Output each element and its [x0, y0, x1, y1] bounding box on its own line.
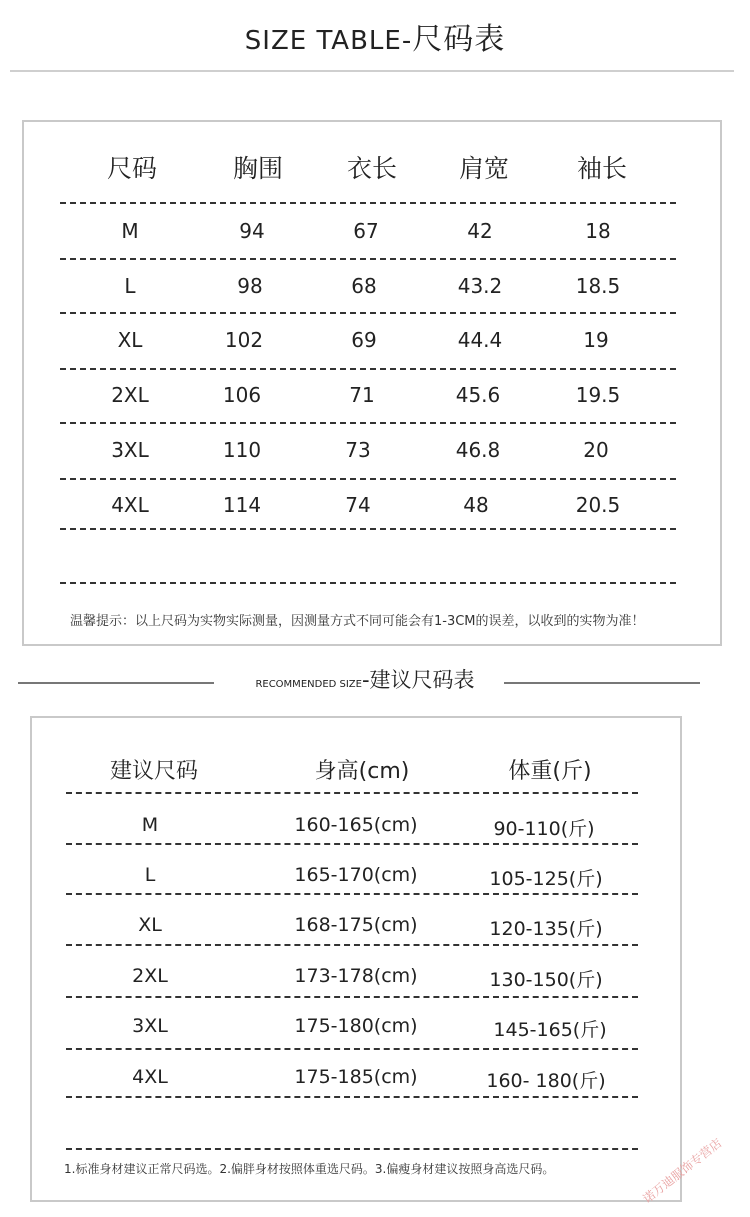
cell: 3XL: [132, 1015, 168, 1037]
cell: 20: [583, 438, 609, 462]
page-title-cn: 尺码表: [412, 22, 506, 57]
recommended-table: [30, 716, 682, 1202]
cell: 71: [349, 383, 375, 407]
cell: L: [124, 274, 136, 298]
row-divider: [66, 944, 638, 946]
title-divider: [10, 70, 734, 72]
row-divider: [66, 996, 638, 998]
page-title-en: SIZE TABLE-: [244, 26, 413, 56]
row-divider: [66, 893, 638, 895]
cell: 145-165(斤): [493, 1019, 607, 1041]
header-recommended-size: 建议尺码: [109, 759, 199, 784]
cell: 46.8: [455, 438, 501, 462]
cell: 73: [345, 438, 371, 462]
cell: 110: [222, 438, 262, 462]
cell: 168-175(cm): [294, 914, 418, 936]
shop-watermark: 诺万迪服饰专营店: [640, 1135, 725, 1206]
cell: 175-180(cm): [294, 1015, 418, 1037]
header-size: 尺码: [106, 154, 158, 183]
table-row: [32, 953, 680, 1001]
cell: 19.5: [575, 383, 621, 407]
cell: 130-150(斤): [489, 969, 603, 991]
header-sleeve: 袖长: [576, 154, 628, 183]
cell: 4XL: [132, 1066, 168, 1088]
row-divider: [60, 582, 676, 584]
cell: 44.4: [457, 328, 503, 352]
cell: 19: [583, 328, 609, 352]
recommended-title: [0, 664, 730, 694]
row-divider: [66, 1096, 638, 1098]
cell: 74: [345, 493, 371, 517]
cell: 67: [353, 219, 379, 243]
cell: M: [121, 219, 139, 243]
table-row: [24, 478, 720, 532]
table-row: [32, 1003, 680, 1051]
measurement-note: 温馨提示：以上尺码为实物实际测量，因测量方式不同可能会有1-3CM的误差，以收到的实物为准！: [70, 614, 645, 629]
cell: 45.6: [455, 383, 501, 407]
cell: 69: [351, 328, 377, 352]
recommended-title-en: RECOMMENDED SIZE: [255, 679, 362, 690]
table-row: [32, 1054, 680, 1102]
cell: 4XL: [111, 493, 149, 517]
row-divider: [60, 528, 676, 530]
cell: 160- 180(斤): [486, 1070, 606, 1092]
cell: 98: [237, 274, 263, 298]
cell: 120-135(斤): [489, 918, 603, 940]
recommendation-note: 1.标准身材建议正常尺码选。2.偏胖身材按照体重选尺码。3.偏瘦身材建议按照身高选尺码。: [64, 1162, 555, 1176]
cell: 94: [239, 219, 265, 243]
cell: L: [144, 864, 156, 886]
cell: 175-185(cm): [294, 1066, 418, 1088]
table-row: [24, 368, 720, 422]
recommended-title-cn: -建议尺码表: [361, 668, 475, 692]
row-divider: [66, 843, 638, 845]
cell: 105-125(斤): [489, 868, 603, 890]
header-weight: 体重(斤): [508, 759, 592, 784]
header-chest: 胸围: [232, 154, 284, 183]
page-title: [0, 14, 750, 58]
cell: 18: [585, 219, 611, 243]
cell: M: [141, 814, 159, 836]
cell: 165-170(cm): [294, 864, 418, 886]
cell: 18.5: [575, 274, 621, 298]
table-row: [32, 902, 680, 950]
cell: 20.5: [575, 493, 621, 517]
cell: 102: [224, 328, 264, 352]
table-row: [24, 204, 720, 258]
cell: 173-178(cm): [294, 965, 418, 987]
cell: 68: [351, 274, 377, 298]
table-row: [24, 259, 720, 313]
header-shoulder: 肩宽: [458, 154, 510, 183]
size-table-header-row: [24, 140, 720, 194]
cell: 43.2: [457, 274, 503, 298]
cell: 2XL: [132, 965, 168, 987]
cell: XL: [117, 328, 143, 352]
cell: XL: [138, 914, 162, 936]
row-divider: [66, 1148, 638, 1150]
cell: 90-110(斤): [493, 818, 595, 840]
size-table: [22, 120, 722, 646]
row-divider: [66, 792, 638, 794]
table-row: [24, 423, 720, 477]
cell: 160-165(cm): [294, 814, 418, 836]
header-length: 衣长: [346, 154, 398, 183]
cell: 42: [467, 219, 493, 243]
recommended-section-heading: [0, 664, 750, 694]
cell: 3XL: [111, 438, 149, 462]
header-height: 身高(cm): [314, 759, 410, 784]
cell: 106: [222, 383, 262, 407]
cell: 2XL: [111, 383, 149, 407]
cell: 48: [463, 493, 489, 517]
cell: 114: [222, 493, 262, 517]
recommended-header-row: [32, 742, 680, 790]
row-divider: [66, 1048, 638, 1050]
table-row: [24, 313, 720, 367]
